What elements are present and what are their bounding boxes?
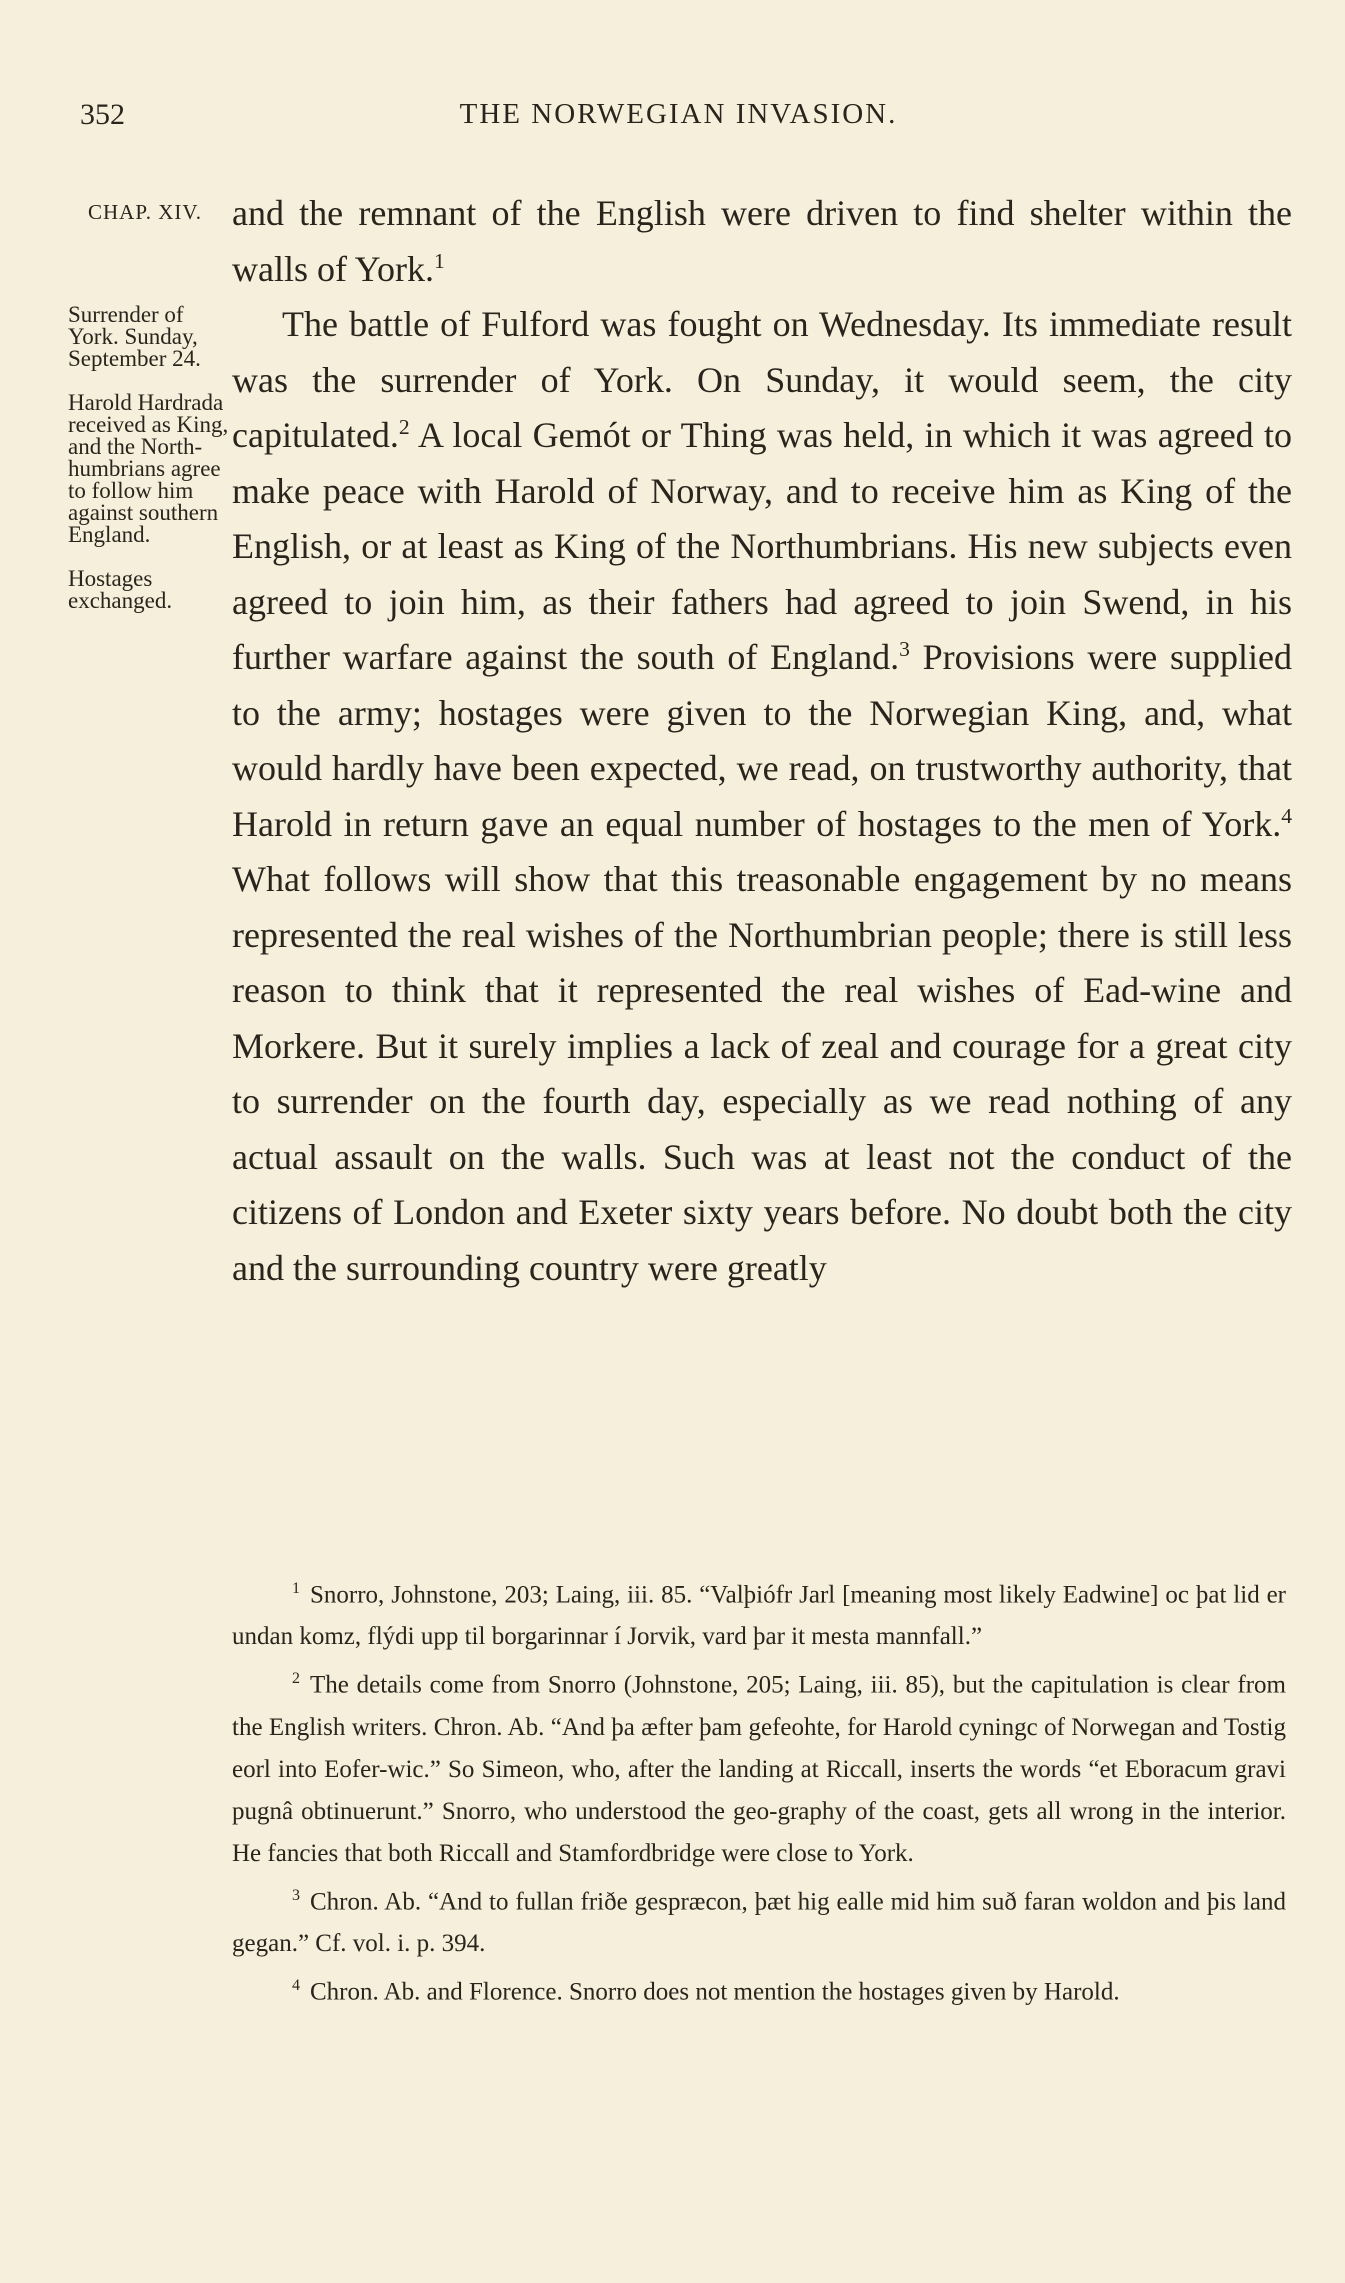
body-text [232,186,1292,1296]
sidenote-hostages: Hostages exchanged. [68,566,173,613]
page-number: 352 [80,98,125,131]
chapter-label: CHAP. XIV. [88,200,203,224]
paragraph-text: A local Gemót or Thing was held, in which it was agreed to make peace with Harold of Norway, and to receive him as King of the English, or at least as King of the Northumbrians. His new subjects even agreed to join him, as their fathers had agreed to join Swend, in his further warfare against the south of England. [232,415,1292,677]
footnote-ref: 2 [398,415,410,439]
footnote-mark: 2 [292,1670,300,1688]
footnote-ref: 3 [899,637,910,661]
footnote-mark: 3 [292,1886,300,1904]
paragraph [232,297,1292,1296]
footnote-text: Chron. Ab. and Florence. Snorro does not mention the hostages given by Harold. [310,1978,1120,2006]
footnote [232,1658,1286,1874]
paragraph-text: What follows will show that this treasonable engagement by no means represented the real wishes of the Northumbrian people; there is still less reason to think that it represented the real wishes of Ead-wine and Morkere. But it surely implies a lack of zeal and courage for a great city to surrender on the fourth day, especially as we read nothing of any actual assault on the walls. Such was at least not the conduct of the citizens of London and Exeter sixty years before. No doubt both the city and the surrounding country were greatly [232,859,1292,1288]
sidenote-surrender-of-york: Surrender of York. Sunday, September 24. [68,302,201,371]
footnote-text: The details come from Snorro (Johnstone, 205; Laing, iii. 85), but the capitulation is clear from the English writers. Chron. Ab. “And þa æfter þam gefeohte, for Harold cyningc of Norwegan and Tostig eorl into Eofer-wic.” So Simeon, who, after the landing at Riccall, inserts the words “et Eboracum gravi pugnâ obtinuerunt.” Snorro, who understood the geo-graphy of the coast, gets all wrong in the interior. He fancies that both Riccall and Stamfordbridge were close to York. [232,1671,1286,1867]
footnote [232,1568,1286,1658]
paragraph-text: Provisions were supplied to the army; hostages were given to the Norwegian King, and, what would hardly have been expected, we read, on trustworthy authority, that Harold in return gave an equal number of hostages to the men of York. [232,637,1292,844]
paragraph-text: and the remnant of the English were driven to find shelter within the walls of York. [232,193,1292,289]
footnote-text: Snorro, Johnstone, 203; Laing, iii. 85. “Valþiófr Jarl [meaning most likely Eadwine] oc þat lid er undan komz, flýdi upp til borgarinnar í Jorvik, vard þar it mesta mannfall.” [232,1581,1286,1651]
running-title: THE NORWEGIAN INVASION. [459,98,898,130]
paragraph-text: The battle of Fulford was fought on Wednesday. Its immediate result was the surrender of York. On Sunday, it would seem, the city capitulated. [232,304,1292,455]
footnotes [232,1568,1286,2013]
sidenote-harold-received: Harold Hardrada received as King, and the North-humbrians agree to follow him against southern England. [68,390,229,547]
footnote-ref: 1 [434,248,445,273]
footnote [232,1965,1286,2013]
paragraph [232,186,1292,297]
margin-notes [68,304,230,634]
footnote-ref: 4 [1281,803,1292,828]
footnote-mark: 1 [292,1580,300,1597]
footnote [232,1875,1286,1965]
footnote-text: Chron. Ab. “And to fullan friðe gespræcon, þæt hig ealle mid him suð faran woldon and þis land gegan.” Cf. vol. i. p. 394. [232,1887,1286,1957]
page-header [70,98,1287,138]
footnote-mark: 4 [292,1976,300,1994]
